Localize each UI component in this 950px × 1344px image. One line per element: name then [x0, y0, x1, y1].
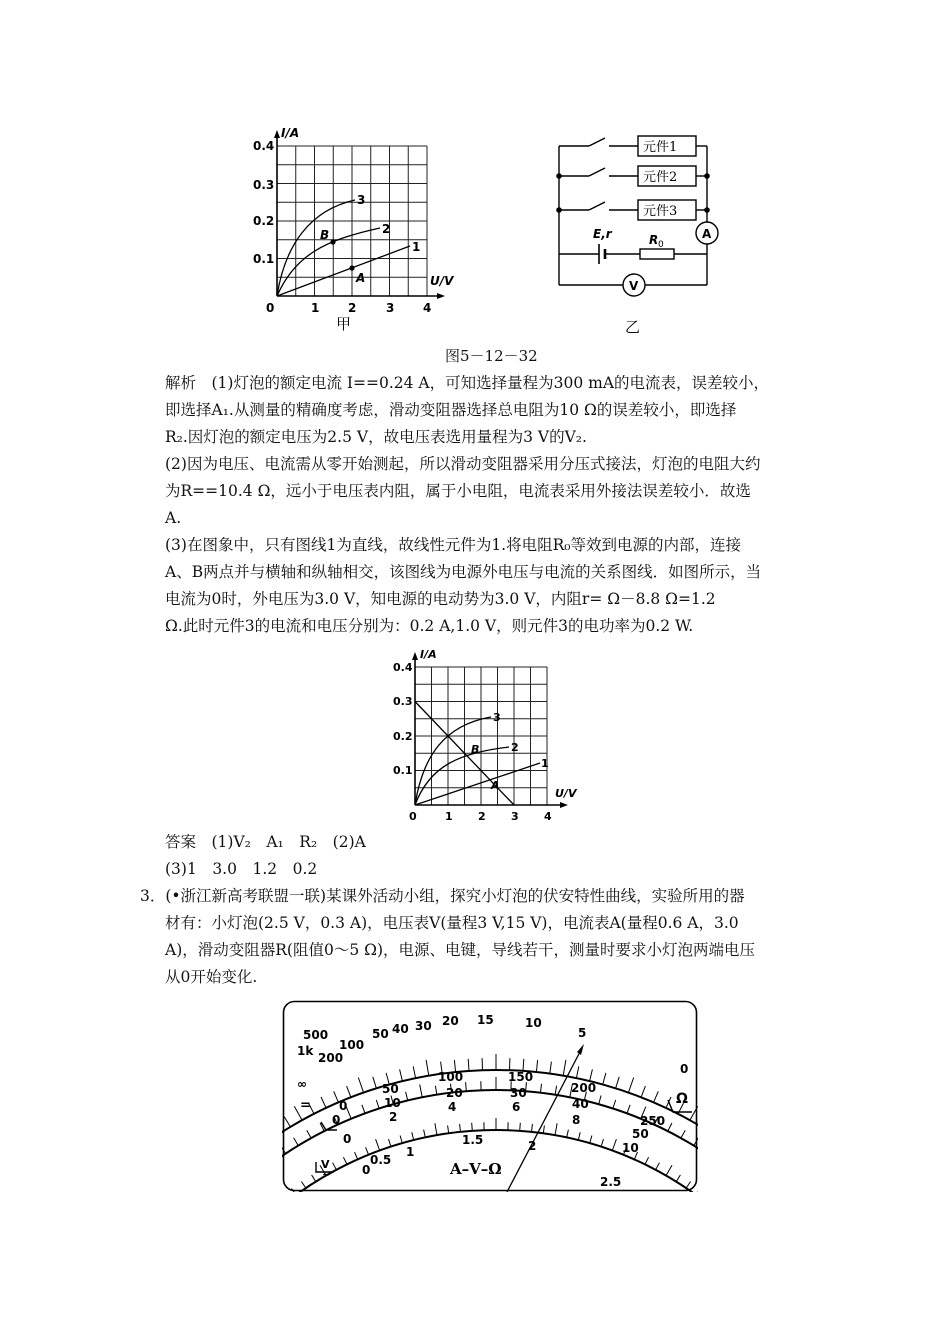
curve-label: 1	[541, 757, 549, 770]
ohm-label: 0	[680, 1062, 689, 1076]
dc50-label: 10	[384, 1096, 401, 1110]
dc-symbol: =	[300, 1098, 311, 1113]
ac-label: 0.5	[370, 1153, 392, 1167]
curve-1	[415, 763, 540, 805]
x-tick: 0	[409, 810, 417, 823]
question-line: 材有：小灯泡(2.5 V，0.3 A)，电压表V(量程3 V,15 V)，电流表A(量程0.6 A，3.0	[165, 914, 739, 932]
dc10-label: 0	[343, 1132, 352, 1146]
ac-label: 1.5	[462, 1133, 484, 1147]
analysis-line: 电流为0时，外电压为3.0 V，知电源的电动势为3.0 V，内阻r= Ω－8.8 Ω=1.2	[165, 590, 716, 608]
iv-graph-mid	[385, 645, 595, 825]
ohm-label: 40	[392, 1022, 409, 1036]
ohm-label: ∞	[297, 1077, 307, 1091]
ac-label: 2.5	[600, 1175, 622, 1189]
analysis-line: R₂.因灯泡的额定电压为2.5 V，故电压表选用量程为3 V的V₂.	[165, 428, 587, 446]
meter-tick	[472, 1123, 473, 1131]
y-tick: 0.1	[393, 764, 413, 777]
ohm-label: 5	[578, 1026, 587, 1040]
graph-grid	[415, 667, 547, 805]
question-line: 3．(•浙江新高考联盟一联)某课外活动小组，探究小灯泡的伏安特性曲线，实验所用的器	[140, 887, 745, 905]
ac-label: 0	[362, 1163, 371, 1177]
dc250-label: 100	[438, 1070, 464, 1084]
point-a-dot	[349, 265, 354, 270]
x-tick: 2	[478, 810, 486, 823]
x-tick: 0	[266, 301, 275, 315]
iv-graph-top	[240, 125, 470, 340]
y-axis-label: I/A	[420, 648, 437, 661]
graph-grid	[277, 146, 427, 296]
ohm-label: 200	[318, 1051, 344, 1065]
dc10-label: 6	[512, 1100, 521, 1114]
dc250-label: 0	[339, 1099, 348, 1113]
x-tick: 1	[311, 301, 320, 315]
analysis-line: (3)在图象中，只有图线1为直线，故线性元件为1.将电阻R₀等效到电源的内部，连接	[165, 536, 741, 554]
ohm-label: 100	[339, 1038, 365, 1052]
analysis-line: 为R==10.4 Ω，远小于电压表内阻，属于小电阻，电流表采用外接法误差较小．故选	[165, 482, 751, 500]
ohm-label: 10	[525, 1016, 542, 1030]
curve-label: 3	[493, 711, 501, 724]
question-line: A)，滑动变阻器R(阻值0～5 Ω)，电源、电键，导线若干，测量时要求小灯泡两端电压	[165, 941, 756, 959]
ac-tilde: ~	[322, 1168, 332, 1181]
dc250-label: 200	[571, 1081, 597, 1095]
answer-line: (3)1 3.0 1.2 0.2	[165, 860, 318, 878]
dc250-label: 50	[382, 1082, 399, 1096]
curve-label: 2	[382, 222, 391, 236]
x-axis-label: U/V	[430, 274, 454, 288]
y-tick: 0.3	[393, 695, 413, 708]
x-tick: 2	[348, 301, 357, 315]
ohm-label: 1k	[297, 1044, 314, 1058]
dc50-label: 0	[332, 1113, 341, 1127]
x-tick: 4	[423, 301, 432, 315]
meter-tick	[466, 1082, 467, 1091]
dc10-label: 8	[572, 1113, 581, 1127]
voltmeter-label: V	[629, 279, 639, 293]
x-tick: 3	[511, 810, 519, 823]
ac-label: 2	[528, 1139, 537, 1153]
y-tick: 0.4	[393, 661, 413, 674]
dc10-label: 4	[448, 1100, 457, 1114]
curve-label: 2	[511, 741, 519, 754]
question-line: 从0开始变化.	[165, 968, 258, 986]
analysis-line: Ω.此时元件3的电流和电压分别为：0.2 A,1.0 V，则元件3的电功率为0.2 W.	[165, 617, 694, 635]
x-tick: 3	[386, 301, 395, 315]
analysis-line: (2)因为电压、电流需从零开始测起，所以滑动变阻器采用分压式接法，灯泡的电阻大约	[165, 455, 761, 473]
meter-title: A–V–Ω	[450, 1160, 502, 1178]
point-b-label: B	[471, 743, 480, 756]
ohm-label: 50	[372, 1027, 389, 1041]
ohm-label: 20	[442, 1014, 459, 1028]
point-a-label: A	[491, 779, 500, 792]
dc10-label: 2	[389, 1110, 398, 1124]
y-tick: 0.3	[253, 178, 275, 192]
circuit-diagram	[545, 128, 725, 340]
element-1-label: 元件1	[643, 140, 678, 155]
resistor-label: R	[649, 233, 659, 247]
analysis-line: A.	[165, 509, 182, 527]
ohm-label: 500	[303, 1028, 329, 1042]
meter-tick	[696, 1189, 698, 1193]
x-tick: 1	[445, 810, 453, 823]
curve-label: 1	[412, 240, 421, 254]
dc50-label: 30	[510, 1086, 527, 1100]
y-tick: 0.1	[253, 252, 275, 266]
dc50-label: 50	[632, 1127, 649, 1141]
answer-line: 答案 (1)V₂ A₁ R₂ (2)A	[165, 833, 366, 851]
dc250-label: 250	[640, 1114, 666, 1128]
meter-tick	[520, 1123, 521, 1131]
element-2-label: 元件2	[643, 170, 678, 185]
y-tick: 0.4	[253, 139, 275, 153]
x-tick: 4	[544, 810, 552, 823]
element-3-label: 元件3	[643, 204, 678, 219]
ohm-symbol: Ω	[676, 1091, 688, 1107]
source-label: E,r	[593, 227, 612, 241]
curve-2	[415, 747, 509, 805]
dc250-label: 150	[508, 1070, 534, 1084]
ohm-label: 30	[415, 1019, 432, 1033]
dc50-label: 20	[446, 1086, 463, 1100]
ac-label: 1	[406, 1145, 415, 1159]
graph-sublabel: 甲	[336, 315, 352, 333]
dc50-label: 40	[572, 1097, 589, 1111]
circuit-sublabel: 乙	[625, 318, 641, 336]
multimeter-dial	[282, 1000, 698, 1192]
figure-caption: 图5－12－32	[445, 347, 538, 365]
point-b-label: B	[320, 228, 330, 242]
y-axis-label: I/A	[281, 126, 300, 140]
x-axis-label: U/V	[555, 787, 577, 800]
resistor-r0	[640, 249, 674, 259]
curve-1	[277, 246, 410, 296]
resistor-subscript: 0	[658, 240, 664, 250]
analysis-line: 解析 (1)灯泡的额定电流 I==0.24 A，可知选择量程为300 mA的电流表，误差较小，	[165, 374, 770, 392]
y-tick: 0.2	[253, 214, 275, 228]
y-tick: 0.2	[393, 730, 413, 743]
ohm-label: 15	[477, 1013, 494, 1027]
ac-symbol: V	[321, 1158, 330, 1171]
point-a-label: A	[356, 271, 366, 285]
analysis-line: A、B两点并与横轴和纵轴相交，该图线为电源外电压与电流的关系图线．如图所示，当	[165, 563, 762, 581]
point-b-dot	[330, 239, 335, 244]
analysis-line: 即选择A₁.从测量的精确度考虑，滑动变阻器选择总电阻为10 Ω的误差较小，即选择	[165, 401, 737, 419]
curve-label: 3	[357, 193, 366, 207]
dc10-label: 10	[622, 1141, 639, 1155]
ammeter-label: A	[702, 227, 712, 241]
